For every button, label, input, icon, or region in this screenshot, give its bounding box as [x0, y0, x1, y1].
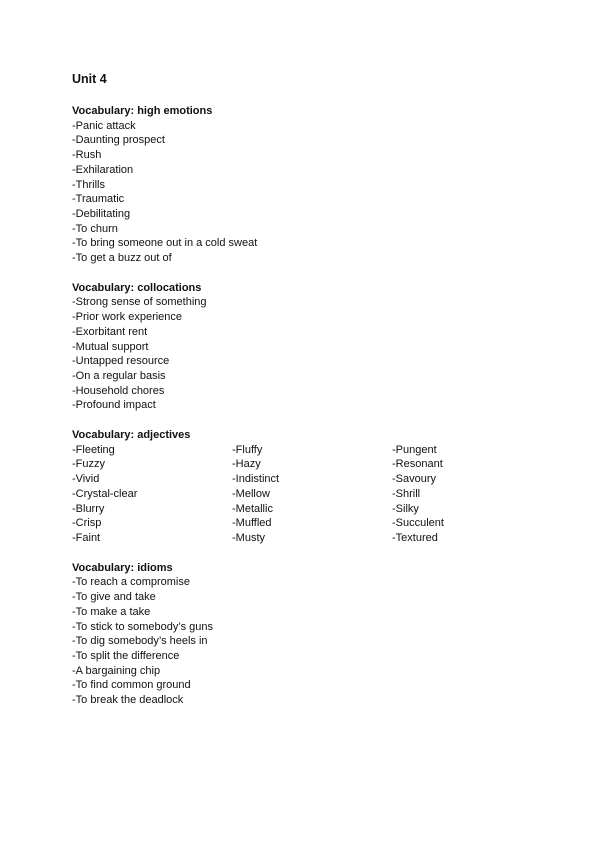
list-item: -Hazy — [232, 458, 261, 471]
list-item: -Metallic — [232, 502, 273, 515]
list-item: -To dig somebody’s heels in — [72, 635, 208, 648]
section-idioms — [72, 561, 552, 708]
adjective-column-1 — [72, 443, 232, 546]
list-item: -Shrill — [392, 487, 421, 500]
list-item: -To break the deadlock — [72, 694, 184, 707]
list-item: -Rush — [72, 149, 102, 162]
adjective-columns — [72, 443, 552, 546]
list-item: -Exhilaration — [72, 163, 134, 176]
list-item: -Resonant — [392, 458, 443, 471]
list-item: -To give and take — [72, 591, 156, 604]
list-item: -Profound impact — [72, 399, 156, 412]
section-heading: Vocabulary: collocations — [72, 281, 202, 294]
list-item: -Crystal-clear — [72, 487, 138, 500]
list-item: -Muffled — [232, 517, 272, 530]
list-item: -On a regular basis — [72, 369, 166, 382]
list-item: -Household chores — [72, 384, 165, 397]
list-item: -Prior work experience — [72, 311, 183, 324]
list-item: -To make a take — [72, 605, 151, 618]
list-item: -Mellow — [232, 487, 270, 500]
list-item: -Succulent — [392, 517, 444, 530]
document-page — [72, 72, 552, 723]
list-item: -To find common ground — [72, 679, 191, 692]
list-item: -Crisp — [72, 517, 102, 530]
list-item: -To bring someone out in a cold sweat — [72, 237, 258, 250]
section-heading: Vocabulary: idioms — [72, 561, 173, 574]
list-item: -Savoury — [392, 473, 437, 486]
list-item: -Fluffy — [232, 443, 263, 456]
list-item: -Strong sense of something — [72, 296, 207, 309]
section-collocations — [72, 281, 552, 413]
list-item: -Vivid — [72, 473, 100, 486]
list-item: -Indistinct — [232, 473, 280, 486]
list-item: -Silky — [392, 502, 419, 515]
section-high-emotions — [72, 104, 552, 266]
list-item: -Daunting prospect — [72, 134, 165, 147]
list-item: -To split the difference — [72, 649, 180, 662]
list-item: -Traumatic — [72, 193, 125, 206]
list-item: -Musty — [232, 531, 265, 544]
list-item: -To churn — [72, 222, 118, 235]
section-adjectives — [72, 428, 552, 546]
list-item: -To reach a compromise — [72, 576, 190, 589]
list-item: -Mutual support — [72, 340, 149, 353]
adjective-column-3 — [392, 443, 552, 546]
list-item: -Untapped resource — [72, 355, 170, 368]
list-item: -Debilitating — [72, 207, 131, 220]
section-heading: Vocabulary: high emotions — [72, 105, 213, 117]
unit-title: Unit 4 — [72, 72, 107, 86]
list-item: -Faint — [72, 531, 101, 544]
list-item: -Exorbitant rent — [72, 325, 148, 338]
list-item: -Thrills — [72, 178, 105, 191]
list-item: -Fleeting — [72, 443, 115, 456]
section-heading: Vocabulary: adjectives — [72, 429, 191, 442]
list-item: -To stick to somebody’s guns — [72, 620, 214, 633]
list-item: -To get a buzz out of — [72, 252, 172, 265]
list-item: -A bargaining chip — [72, 664, 161, 677]
list-item: -Fuzzy — [72, 458, 105, 471]
list-item: -Textured — [392, 531, 438, 544]
adjective-column-2 — [232, 443, 392, 546]
list-item: -Pungent — [392, 443, 437, 456]
list-item: -Blurry — [72, 502, 105, 515]
list-item: -Panic attack — [72, 119, 136, 132]
